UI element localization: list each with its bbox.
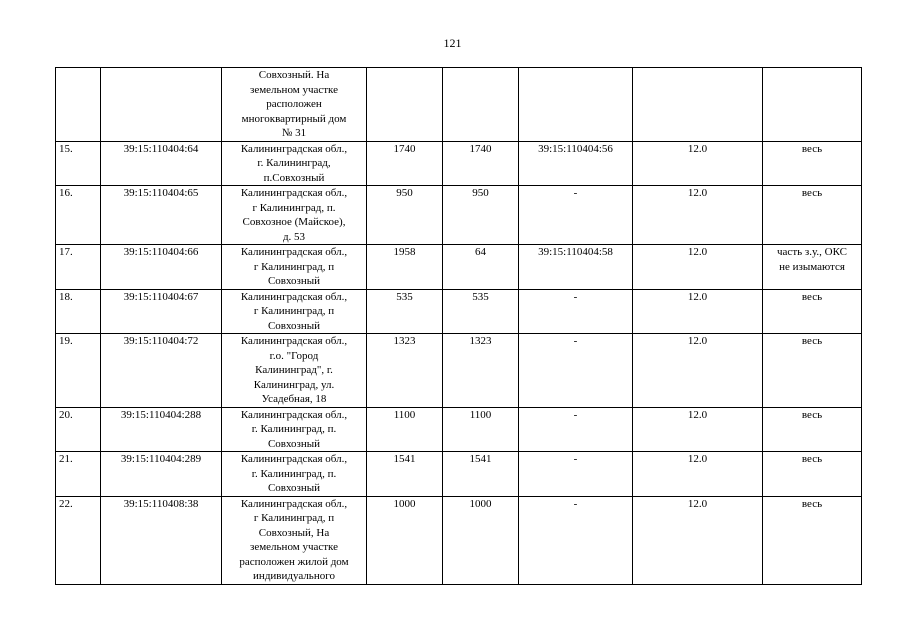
area-seized-cell-text: 1740 [469, 142, 492, 155]
area-total-cell [367, 334, 443, 408]
related-cadastral-cell [519, 496, 633, 584]
area-total-cell [367, 289, 443, 334]
zone-cell [633, 289, 763, 334]
address-cell [222, 407, 367, 452]
row-number-cell [56, 141, 101, 186]
cadastral-number-cell-text: 39:15:110404:66 [123, 246, 199, 258]
address-cell [222, 289, 367, 334]
seizure-scope-cell-text: весь [801, 142, 823, 155]
row-number-cell-text: 18. [59, 290, 73, 303]
zone-cell-text: 12.0 [687, 497, 708, 510]
row-number-cell-text: 20. [59, 408, 73, 421]
land-plot-table [55, 67, 862, 585]
seizure-scope-cell-text: весь [801, 408, 823, 421]
area-total-cell [367, 141, 443, 186]
address-cell-text: Калининградская обл., г Калининград, п Совхозный, На земельном участке расположен жилой дом индивидуального [239, 497, 349, 582]
related-cadastral-cell [519, 141, 633, 186]
row-number-cell [56, 334, 101, 408]
seizure-scope-cell-text: весь [801, 497, 823, 510]
area-total-cell-text: 1541 [393, 453, 416, 465]
area-seized-cell-text: 535 [472, 290, 489, 303]
zone-cell-text: 12.0 [687, 187, 708, 199]
address-cell-text: Совхозный. На земельном участке расположен многоквартирный дом № 31 [241, 69, 347, 139]
area-total-cell-text: 1740 [393, 142, 416, 155]
area-total-cell [367, 496, 443, 584]
table-row [56, 334, 862, 408]
seizure-scope-cell [763, 245, 862, 290]
cadastral-number-cell [101, 68, 222, 142]
related-cadastral-cell [519, 68, 633, 142]
row-number-cell [56, 407, 101, 452]
row-number-cell [56, 452, 101, 497]
table-row [56, 245, 862, 290]
area-total-cell [367, 245, 443, 290]
cadastral-number-cell-text: 39:15:110404:289 [120, 453, 202, 465]
area-seized-cell-text: 1000 [469, 497, 492, 510]
cadastral-number-cell [101, 141, 222, 186]
area-total-cell-text: 950 [396, 187, 413, 199]
row-number-cell-text: 21. [59, 453, 73, 465]
zone-cell-text: 12.0 [687, 453, 708, 465]
row-number-cell [56, 186, 101, 245]
zone-cell [633, 186, 763, 245]
zone-cell-text: 12.0 [687, 142, 708, 155]
zone-cell [633, 68, 763, 142]
cadastral-number-cell [101, 186, 222, 245]
table-row [56, 452, 862, 497]
area-seized-cell [443, 141, 519, 186]
zone-cell-text: 12.0 [687, 408, 708, 421]
zone-cell [633, 334, 763, 408]
seizure-scope-cell [763, 186, 862, 245]
address-cell [222, 141, 367, 186]
area-seized-cell [443, 334, 519, 408]
zone-cell-text: 12.0 [687, 335, 708, 347]
address-cell [222, 245, 367, 290]
seizure-scope-cell-text: весь [801, 453, 823, 465]
related-cadastral-cell-text: - [573, 453, 578, 465]
area-seized-cell-text: 64 [475, 246, 486, 258]
seizure-scope-cell [763, 452, 862, 497]
address-cell [222, 496, 367, 584]
table-row [56, 68, 862, 142]
cadastral-number-cell [101, 334, 222, 408]
area-seized-cell [443, 496, 519, 584]
row-number-cell-text: 22. [59, 497, 73, 510]
related-cadastral-cell-text: 39:15:110404:56 [538, 142, 613, 155]
table-row [56, 496, 862, 584]
address-cell-text: Калининградская обл., г. Калининград, п. Совхозный [240, 453, 348, 494]
cadastral-number-cell-text: 39:15:110404:67 [123, 290, 199, 303]
related-cadastral-cell [519, 289, 633, 334]
related-cadastral-cell-text: - [573, 408, 578, 421]
related-cadastral-cell [519, 452, 633, 497]
related-cadastral-cell [519, 186, 633, 245]
related-cadastral-cell [519, 334, 633, 408]
address-cell [222, 334, 367, 408]
zone-cell [633, 141, 763, 186]
row-number-cell [56, 496, 101, 584]
address-cell [222, 68, 367, 142]
area-total-cell-text: 1958 [393, 246, 416, 258]
related-cadastral-cell-text: - [573, 497, 578, 510]
related-cadastral-cell [519, 245, 633, 290]
seizure-scope-cell [763, 407, 862, 452]
related-cadastral-cell [519, 407, 633, 452]
seizure-scope-cell-text: весь [801, 290, 823, 303]
seizure-scope-cell [763, 68, 862, 142]
seizure-scope-cell-text: весь [801, 335, 823, 347]
area-seized-cell [443, 245, 519, 290]
related-cadastral-cell-text: - [573, 187, 578, 199]
area-seized-cell [443, 289, 519, 334]
zone-cell-text: 12.0 [687, 290, 708, 303]
address-cell-text: Калининградская обл., г.о. "Город Калининград", г. Калининград, ул. Усадебная, 18 [240, 335, 348, 405]
address-cell-text: Калининградская обл., г. Калининград, п. Совхозный [240, 408, 348, 450]
seizure-scope-cell [763, 496, 862, 584]
area-total-cell-text: 535 [396, 290, 413, 303]
table-row [56, 141, 862, 186]
row-number-cell [56, 68, 101, 142]
area-total-cell [367, 186, 443, 245]
area-seized-cell [443, 452, 519, 497]
zone-cell-text: 12.0 [687, 246, 708, 258]
zone-cell [633, 452, 763, 497]
cadastral-number-cell [101, 496, 222, 584]
zone-cell [633, 407, 763, 452]
table-row [56, 289, 862, 334]
table-row [56, 186, 862, 245]
table-row [56, 407, 862, 452]
address-cell-text: Калининградская обл., г Калининград, п. Совхозное (Майское), д. 53 [240, 187, 348, 243]
address-cell [222, 452, 367, 497]
seizure-scope-cell [763, 141, 862, 186]
address-cell-text: Калининградская обл., г Калининград, п Совхозный [240, 290, 348, 332]
seizure-scope-cell-text: весь [801, 187, 823, 199]
area-seized-cell [443, 407, 519, 452]
area-seized-cell-text: 1100 [469, 408, 492, 421]
area-total-cell [367, 452, 443, 497]
area-total-cell-text: 1100 [393, 408, 416, 421]
area-seized-cell [443, 186, 519, 245]
seizure-scope-cell [763, 334, 862, 408]
area-total-cell-text: 1323 [393, 335, 416, 347]
address-cell [222, 186, 367, 245]
row-number-cell-text: 16. [59, 187, 73, 199]
row-number-cell-text: 19. [59, 335, 73, 347]
related-cadastral-cell-text: 39:15:110404:58 [538, 246, 613, 258]
related-cadastral-cell-text: - [573, 290, 578, 303]
page-number: 121 [443, 36, 462, 50]
cadastral-number-cell-text: 39:15:110404:64 [123, 142, 199, 155]
row-number-cell [56, 289, 101, 334]
area-seized-cell-text: 1541 [469, 453, 492, 465]
row-number-cell [56, 245, 101, 290]
seizure-scope-cell [763, 289, 862, 334]
address-cell-text: Калининградская обл., г. Калининград, п.Совхозный [240, 142, 348, 184]
related-cadastral-cell-text: - [573, 335, 578, 347]
area-total-cell [367, 68, 443, 142]
cadastral-number-cell-text: 39:15:110404:65 [123, 187, 199, 199]
cadastral-number-cell-text: 39:15:110408:38 [123, 497, 199, 510]
area-total-cell-text: 1000 [393, 497, 416, 510]
row-number-cell-text: 17. [59, 246, 73, 258]
cadastral-number-cell-text: 39:15:110404:72 [123, 335, 199, 347]
area-seized-cell-text: 950 [472, 187, 489, 199]
cadastral-number-cell-text: 39:15:110404:288 [120, 408, 202, 421]
cadastral-number-cell [101, 407, 222, 452]
address-cell-text: Калининградская обл., г Калининград, п Совхозный [240, 246, 348, 287]
area-seized-cell-text: 1323 [469, 335, 492, 347]
row-number-cell-text: 15. [59, 142, 73, 155]
cadastral-number-cell [101, 289, 222, 334]
zone-cell [633, 496, 763, 584]
cadastral-number-cell [101, 452, 222, 497]
seizure-scope-cell-text: часть з.у., ОКС не изымаются [777, 246, 847, 273]
area-total-cell [367, 407, 443, 452]
area-seized-cell [443, 68, 519, 142]
table-body [56, 68, 862, 585]
cadastral-number-cell [101, 245, 222, 290]
zone-cell [633, 245, 763, 290]
